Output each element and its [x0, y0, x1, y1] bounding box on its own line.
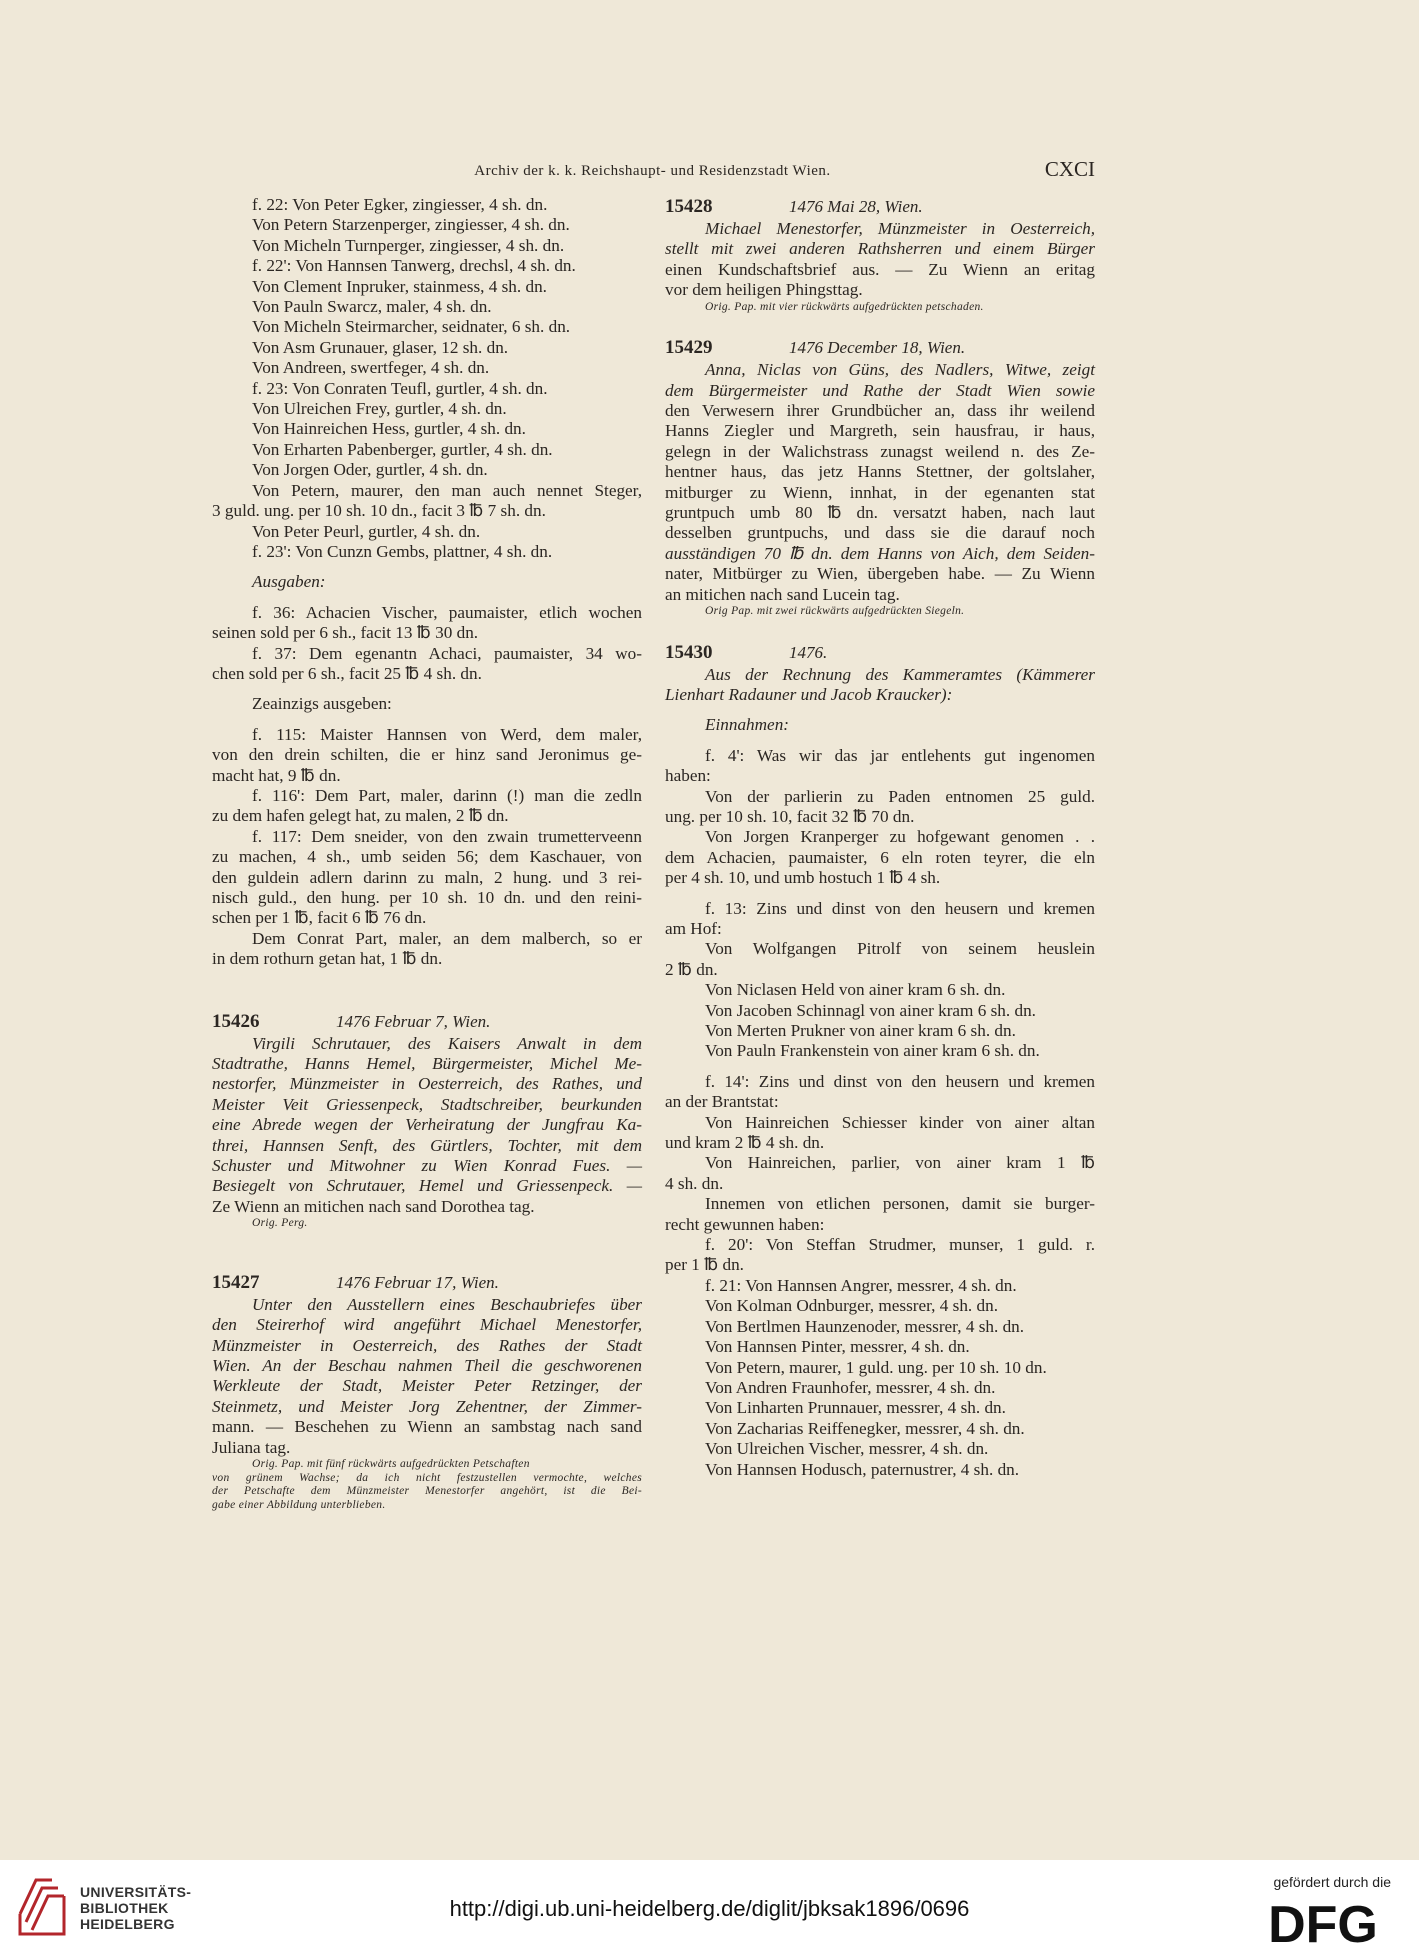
spacer	[665, 314, 1095, 336]
text-line: macht hat, 9 ℔ dn.	[212, 765, 341, 785]
text-line: zu dem hafen gelegt hat, zu malen, 2 ℔ dn.	[212, 806, 509, 826]
text-line: f. 115: Maister Hannsen von Werd, dem maler,	[252, 724, 642, 744]
text-line: ausständigen 70 ℔ dn. dem Hanns von Aich, dem Seiden-	[665, 543, 1095, 563]
text-line: desselben gruntpuchs, und dass sie die darauf noch	[665, 523, 1095, 543]
entry-body	[665, 219, 1095, 301]
text-line: chen sold per 6 sh., facit 25 ℔ 4 sh. dn.	[212, 663, 482, 683]
text-line: Von Pauln Swarcz, maler, 4 sh. dn.	[252, 297, 492, 317]
text-line: 2 ℔ dn.	[665, 959, 718, 979]
spacer	[212, 715, 642, 725]
text-line: per 1 ℔ dn.	[665, 1255, 744, 1275]
text-line: Von Asm Grunauer, glaser, 12 sh. dn.	[252, 337, 509, 357]
text-line: Juliana tag.	[212, 1437, 291, 1457]
text-line: Von Petern, maurer, den man auch nennet Steger,	[252, 480, 642, 500]
source-note-line: der Petschafte dem Münzmeister Menestorfer angehört, ist die Bei-	[212, 1485, 642, 1498]
text-line: Von Linharten Prunnauer, messrer, 4 sh. dn.	[705, 1398, 1006, 1418]
text-line: Von Zacharias Reiffenegker, messrer, 4 sh. dn.	[705, 1418, 1025, 1438]
text-line: zu machen, 4 sh., umb seiden 56; dem Kaschauer, von	[212, 847, 642, 867]
text-line: Von Petern Starzenperger, zingiesser, 4 sh. dn.	[252, 215, 570, 235]
text-line: Von Micheln Steirmarcher, seidnater, 6 sh. dn.	[252, 317, 571, 337]
text-line: Schuster und Mitwohner zu Wien Konrad Fues. —	[212, 1156, 642, 1176]
text-line: seinen sold per 6 sh., facit 13 ℔ 30 dn.	[212, 623, 479, 643]
entry-number: 15430	[665, 641, 713, 663]
text-line: f. 116': Dem Part, maler, darinn (!) man die zedln	[252, 785, 642, 805]
entry-body	[665, 360, 1095, 605]
funded-by-label: gefördert durch die	[1273, 1874, 1391, 1890]
text-line: vor dem heiligen Phingsttag.	[665, 280, 863, 300]
text-line: f. 37: Dem egenantn Achaci, paumaister, 34 wo-	[252, 643, 642, 663]
text-line: f. 21: Von Hannsen Angrer, messrer, 4 sh. dn.	[705, 1275, 1017, 1295]
entry-body	[212, 1295, 642, 1458]
source-note: Orig. Pap. mit vier rückwärts aufgedrückten petschaden.	[705, 300, 984, 313]
text-line: 3 guld. ung. per 10 sh. 10 dn., facit 3 ℔ 7 sh. dn.	[212, 501, 546, 521]
text-line: Von Erharten Pabenberger, gurtler, 4 sh. dn.	[252, 439, 553, 459]
text-line: gruntpuch umb 80 ℔ dn. versatzt haben, nach laut	[665, 502, 1095, 522]
text-line: den Steirerhof wird angeführt Michael Menestorfer,	[212, 1315, 642, 1335]
spacer	[212, 593, 642, 603]
spacer	[212, 970, 642, 1010]
text-line: nestorfer, Münzmeister in Oesterreich, des Rathes, und	[212, 1074, 642, 1094]
text-line: recht gewunnen haben:	[665, 1214, 825, 1234]
text-line: f. 13: Zins und dinst von den heusern und kremen	[705, 898, 1095, 918]
spacer	[665, 889, 1095, 899]
source-note-line: Orig. Pap. mit fünf rückwärts aufgedrückten Petschaften	[252, 1458, 530, 1471]
text-line: Von Ulreichen Vischer, messrer, 4 sh. dn.	[705, 1439, 989, 1459]
text-line: 4 sh. dn.	[665, 1173, 724, 1193]
document-entry	[212, 1271, 642, 1512]
library-name-line: HEIDELBERG	[80, 1916, 175, 1932]
text-line: eine Abrede wegen der Verheiratung der Jungfrau Ka-	[212, 1115, 642, 1135]
text-line: Von Peter Peurl, gurtler, 4 sh. dn.	[252, 521, 481, 541]
source-note	[212, 1458, 642, 1512]
document-entry	[665, 336, 1095, 618]
text-line: Von Hainreichen Schiesser kinder von ainer altan	[705, 1112, 1095, 1132]
right-column	[665, 195, 1095, 1480]
text-line: Dem Conrat Part, maler, an dem malberch, so er	[252, 928, 642, 948]
text-line: f. 23: Von Conraten Teufl, gurtler, 4 sh. dn.	[252, 378, 548, 398]
entry-number: 15427	[212, 1271, 260, 1293]
entry-date: 1476 December 18, Wien.	[789, 338, 966, 358]
text-line: Anna, Niclas von Güns, des Nadlers, Witwe, zeigt	[705, 360, 1095, 380]
footer-bar	[0, 1860, 1419, 1959]
text-line: Virgili Schrutauer, des Kaisers Anwalt in dem	[252, 1033, 642, 1053]
text-line: dem Achacien, paumaister, 6 eln roten teyrer, die eln	[665, 847, 1095, 867]
permalink-url[interactable]: http://digi.ub.uni-heidelberg.de/diglit/jbksak1896/0696	[449, 1896, 970, 1921]
document-entry	[665, 641, 1095, 1480]
text-line: mann. — Beschehen zu Wienn an sambstag nach sand	[212, 1417, 642, 1437]
entry-heading	[665, 641, 1095, 665]
text-line: Von Hannsen Hodusch, paternustrer, 4 sh. dn.	[705, 1459, 1020, 1479]
text-line: Hanns Ziegler und Margreth, sein hausfrau, ir haus,	[665, 421, 1095, 441]
text-line: Zeainzigs ausgeben:	[252, 694, 392, 714]
document-entry	[665, 195, 1095, 314]
text-line: dem Bürgermeister und Rathe der Stadt Wien sowie	[665, 380, 1095, 400]
text-line: Von Bertlmen Haunzenoder, messrer, 4 sh. dn.	[705, 1316, 1025, 1336]
text-line: am Hof:	[665, 918, 722, 938]
text-line: f. 22: Von Peter Egker, zingiesser, 4 sh. dn.	[252, 195, 548, 214]
document-entry	[212, 1010, 642, 1231]
text-line: Meister Veit Griessenpeck, Stadtschreiber, beurkunden	[212, 1094, 642, 1114]
text-line: Lienhart Radauner und Jacob Kraucker):	[665, 684, 953, 704]
text-line: nisch guld., den hung. per 10 sh. 10 dn. und den reini-	[212, 888, 642, 907]
text-line: Unter den Ausstellern eines Beschaubriefes über	[252, 1294, 642, 1314]
text-line: einen Kundschaftsbrief aus. — Zu Wienn an eritag	[665, 259, 1095, 279]
text-line: und kram 2 ℔ 4 sh. dn.	[665, 1133, 825, 1153]
text-line: ung. per 10 sh. 10, facit 32 ℔ 70 dn.	[665, 806, 915, 826]
text-line: f. 36: Achacien Vischer, paumaister, etlich wochen	[252, 602, 642, 622]
spacer	[665, 736, 1095, 746]
text-line: Von Clement Inpruker, stainmess, 4 sh. dn.	[252, 276, 547, 296]
text-line: mitburger zu Wienn, innhat, in der egenanten stat	[665, 482, 1095, 502]
entry-number: 15429	[665, 337, 713, 359]
source-note-line: gabe einer Abbildung unterblieben.	[212, 1498, 386, 1511]
source-note: Orig Pap. mit zwei rückwärts aufgedrückten Siegeln.	[705, 605, 965, 617]
spacer	[212, 1231, 642, 1271]
text-line: threi, Hannsen Senft, des Gürtlers, Tochter, mit dem	[212, 1135, 642, 1155]
text-line: Von Petern, maurer, 1 guld. ung. per 10 sh. 10 dn.	[705, 1357, 1047, 1377]
text-line: Von Jorgen Kranperger zu hofgewant genomen . .	[705, 827, 1095, 847]
text-line: von den drein schilten, die er hinz sand Jeronimus ge-	[212, 745, 642, 765]
text-line: schen per 1 ℔, facit 6 ℔ 76 dn.	[212, 908, 427, 928]
spacer	[212, 684, 642, 694]
text-line: Von Niclasen Held von ainer kram 6 sh. dn.	[705, 980, 1006, 1000]
text-line: per 4 sh. 10, und umb hostuch 1 ℔ 4 sh.	[665, 868, 941, 888]
page-number: CXCI	[1044, 157, 1095, 181]
text-line: in dem rothurn getan hat, 1 ℔ dn.	[212, 949, 443, 969]
text-line: Von Hainreichen Hess, gurtler, 4 sh. dn.	[252, 419, 526, 439]
text-line: f. 4': Was wir das jar entlehents gut ingenomen	[705, 745, 1095, 765]
text-line: Michael Menestorfer, Münzmeister in Oesterreich,	[705, 219, 1095, 238]
text-line: Wien. An der Beschau nahmen Theil die geschworenen	[212, 1356, 642, 1375]
dfg-logo-text: DFG	[1268, 1896, 1378, 1948]
text-line: Aus der Rechnung des Kammeramtes (Kämmerer	[705, 664, 1095, 684]
text-line: Von Ulreichen Frey, gurtler, 4 sh. dn.	[252, 399, 507, 419]
text-line: Von Andreen, swertfeger, 4 sh. dn.	[252, 358, 490, 378]
text-line: Münzmeister in Oesterreich, des Rathes der Stadt	[212, 1335, 642, 1355]
text-line: hentner haus, das jetz Hanns Stettner, der goltslaher,	[665, 462, 1095, 482]
text-line: Innemen von etlichen personen, damit sie burger-	[705, 1194, 1095, 1214]
library-name-line: BIBLIOTHEK	[80, 1900, 169, 1916]
entry-number: 15426	[212, 1010, 260, 1032]
entry-body	[212, 1034, 642, 1218]
text-line: Von der parlierin zu Paden entnomen 25 guld.	[705, 786, 1095, 806]
text-line: Von Kolman Odnburger, messrer, 4 sh. dn.	[705, 1296, 999, 1316]
text-line: Besiegelt von Schrutauer, Hemel und Griessenpeck. —	[212, 1176, 642, 1196]
text-line: den Verwesern ihrer Grundbücher an, dass ihr weilend	[665, 400, 1095, 420]
text-line: f. 20': Von Steffan Strudmer, munser, 1 guld. r.	[705, 1235, 1095, 1255]
entry-body	[665, 665, 1095, 1480]
text-line: Werkleute der Stadt, Meister Peter Retzinger, der	[212, 1376, 642, 1396]
text-line: Von Micheln Turnperger, zingiesser, 4 sh. dn.	[252, 235, 565, 255]
text-line: gelegn in der Walichstrass zunagst weilend n. des Ze-	[665, 441, 1095, 461]
text-line: den guldein adlern darinn zu maln, 2 hung. und 3 rei-	[212, 867, 642, 887]
spacer	[665, 619, 1095, 641]
spacer	[665, 1062, 1095, 1072]
text-line: Von Wolfgangen Pitrolf von seinem heuslein	[705, 939, 1095, 959]
spacer	[212, 562, 642, 572]
text-line: Von Jorgen Oder, gurtler, 4 sh. dn.	[252, 460, 488, 480]
dfg-logo-icon	[1253, 1896, 1393, 1948]
text-line: Ausgaben:	[252, 572, 326, 592]
source-note: Orig. Perg.	[252, 1217, 308, 1230]
entry-date: 1476.	[789, 642, 828, 662]
text-line: f. 23': Von Cunzn Gembs, plattner, 4 sh. dn.	[252, 541, 553, 561]
entry-heading	[665, 336, 1095, 360]
text-line: stellt mit zwei anderen Rathsherren und einem Bürger	[665, 239, 1095, 259]
text-line: Stadtrathe, Hanns Hemel, Bürgermeister, Michel Me-	[212, 1054, 642, 1074]
text-line: nater, Mitbürger zu Wien, übergeben habe. — Zu Wienn	[665, 564, 1095, 584]
library-name-line: UNIVERSITÄTS-	[80, 1884, 192, 1900]
entry-heading	[665, 195, 1095, 219]
text-line: Steinmetz, und Meister Jorg Zehentner, der Zimmer-	[212, 1396, 642, 1416]
text-line: Von Merten Prukner von ainer kram 6 sh. dn.	[705, 1021, 1016, 1040]
spacer	[665, 705, 1095, 715]
text-line: an mitichen nach sand Lucein tag.	[665, 584, 900, 604]
text-line: Von Jacoben Schinnagl von ainer kram 6 sh. dn.	[705, 1000, 1036, 1020]
entry-date: 1476 Februar 7, Wien.	[336, 1011, 491, 1031]
entry-date: 1476 Februar 17, Wien.	[336, 1272, 499, 1292]
header-title: Archiv der k. k. Reichshaupt- und Residenzstadt Wien.	[474, 163, 831, 179]
running-header	[210, 155, 1095, 185]
text-line: f. 22': Von Hannsen Tanwerg, drechsl, 4 sh. dn.	[252, 256, 576, 276]
text-line: f. 117: Dem sneider, von den zwain trumetterveenn	[252, 826, 642, 846]
text-line: Von Pauln Frankenstein von ainer kram 6 sh. dn.	[705, 1041, 1040, 1061]
text-line: Von Hannsen Pinter, messrer, 4 sh. dn.	[705, 1337, 970, 1357]
text-line: Von Hainreichen, parlier, von ainer kram 1 ℔	[705, 1153, 1095, 1173]
entry-number: 15428	[665, 196, 713, 217]
text-line: an der Brantstat:	[665, 1092, 779, 1112]
text-line: haben:	[665, 766, 711, 786]
text-line: Einnahmen:	[705, 715, 790, 735]
entry-heading	[212, 1271, 642, 1295]
entry-date: 1476 Mai 28, Wien.	[789, 197, 923, 216]
left-column	[212, 195, 642, 1512]
entry-heading	[212, 1010, 642, 1034]
text-line: Von Andren Fraunhofer, messrer, 4 sh. dn.	[705, 1377, 996, 1397]
text-line: f. 14': Zins und dinst von den heusern und kremen	[705, 1071, 1095, 1091]
source-note-line: von grünem Wachse; da ich nicht festzustellen vermochte, welches	[212, 1471, 642, 1484]
text-line: Ze Wienn an mitichen nach sand Dorothea tag.	[212, 1196, 535, 1216]
